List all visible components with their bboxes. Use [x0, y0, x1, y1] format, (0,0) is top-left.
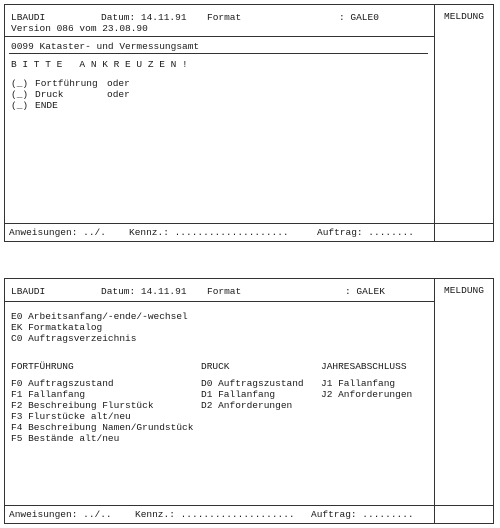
- message-footer: [435, 505, 493, 523]
- header-format-code: : GALEK: [345, 286, 385, 297]
- option-label: Fortführung: [35, 78, 98, 89]
- message-title: MELDUNG: [444, 11, 484, 22]
- menu-item-j1[interactable]: J1 Fallanfang: [321, 378, 396, 389]
- office-underline: [9, 53, 428, 54]
- screen-galek: [4, 278, 494, 524]
- app-name: LBAUDI: [11, 286, 46, 297]
- option-suffix: oder: [107, 78, 130, 89]
- auftrag-field[interactable]: Auftrag: ........: [317, 227, 414, 238]
- menu-item-f1[interactable]: F1 Fallanfang: [11, 389, 86, 400]
- menu-item-e0[interactable]: E0 Arbeitsanfang/-ende/-wechsel: [11, 311, 188, 322]
- command-bar: [5, 223, 434, 241]
- option-label: Druck: [35, 89, 64, 100]
- version-info: Version 086 vom 23.08.90: [11, 23, 148, 34]
- option-suffix: oder: [107, 89, 130, 100]
- header-divider: [5, 301, 434, 302]
- kennz-field[interactable]: Kennz.: ....................: [129, 227, 289, 238]
- menu-item-ek[interactable]: EK Formatkatalog: [11, 322, 103, 333]
- main-panel: [5, 5, 435, 241]
- option-label: ENDE: [35, 100, 58, 111]
- screen-gale0: [4, 4, 494, 242]
- anweisungen-field[interactable]: Anweisungen: ../.: [9, 227, 106, 238]
- column-heading-fortfuehrung: FORTFÜHRUNG: [11, 361, 74, 372]
- main-panel: [5, 279, 435, 523]
- menu-item-f2[interactable]: F2 Beschreibung Flurstück: [11, 400, 154, 411]
- menu-item-d2[interactable]: D2 Anforderungen: [201, 400, 293, 411]
- office-name: 0099 Kataster- und Vermessungsamt: [11, 41, 200, 52]
- menu-item-f0[interactable]: F0 Auftragszustand: [11, 378, 114, 389]
- anweisungen-field[interactable]: Anweisungen: ../..: [9, 509, 112, 520]
- column-heading-jahresabschluss: JAHRESABSCHLUSS: [321, 361, 407, 372]
- menu-item-f3[interactable]: F3 Flurstücke alt/neu: [11, 411, 131, 422]
- message-panel: [435, 279, 493, 523]
- column-heading-druck: DRUCK: [201, 361, 230, 372]
- auftrag-field[interactable]: Auftrag: .........: [311, 509, 414, 520]
- menu-item-f5[interactable]: F5 Bestände alt/neu: [11, 433, 120, 444]
- message-title: MELDUNG: [444, 285, 484, 296]
- menu-item-c0[interactable]: C0 Auftragsverzeichnis: [11, 333, 137, 344]
- menu-item-d1[interactable]: D1 Fallanfang: [201, 389, 276, 400]
- kennz-field[interactable]: Kennz.: ....................: [135, 509, 295, 520]
- message-footer: [435, 223, 493, 241]
- header-date: Datum: 14.11.91: [101, 286, 187, 297]
- header-format-label: Format: [207, 286, 242, 297]
- checkbox-druck[interactable]: (_): [11, 89, 29, 100]
- header-format-code: : GALE0: [339, 12, 379, 23]
- header-date: Datum: 14.11.91: [101, 12, 187, 23]
- app-name: LBAUDI: [11, 12, 46, 23]
- menu-item-d0[interactable]: D0 Auftragszustand: [201, 378, 304, 389]
- menu-item-f4[interactable]: F4 Beschreibung Namen/Grundstück: [11, 422, 194, 433]
- checkbox-fortfuehrung[interactable]: (_): [11, 78, 29, 89]
- header-divider: [5, 36, 434, 37]
- message-panel: [435, 5, 493, 241]
- menu-item-j2[interactable]: J2 Anforderungen: [321, 389, 413, 400]
- prompt-text: B I T T E A N K R E U Z E N !: [11, 59, 188, 70]
- checkbox-ende[interactable]: (_): [11, 100, 29, 111]
- header-format-label: Format: [207, 12, 242, 23]
- command-bar: [5, 505, 434, 523]
